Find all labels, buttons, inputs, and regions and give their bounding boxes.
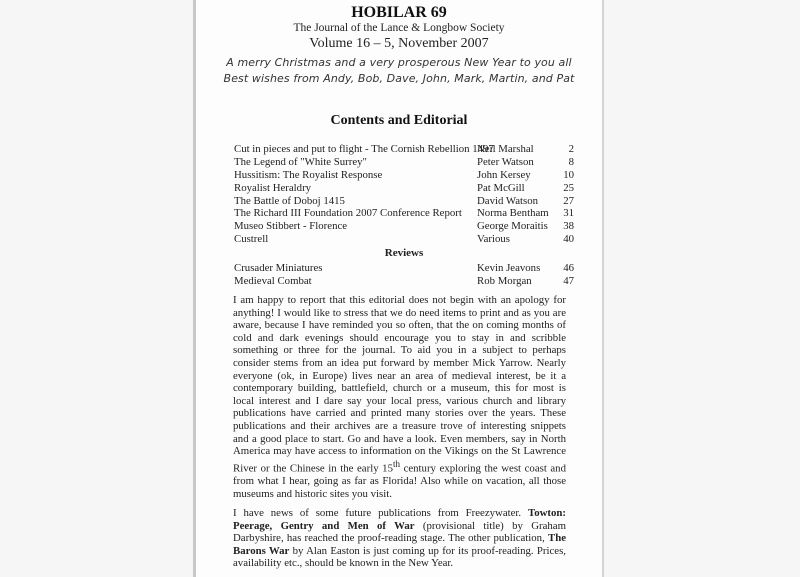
contents-row	[234, 220, 574, 233]
journal-page	[196, 0, 602, 577]
editorial-text: I am happy to report that this editorial does not begin with an apology for anything! I would like to stress that we do need items to print and as you are aware, because I have reminded you so often, that the on coming months of cold and dark evenings should encourage you to stay in and scribble something or three for the journal. To aid you in a subject to perhaps consider stems from an idea put forward by member Mick Yarrow. Nearly everyone (ok, in Europe) lives near an area of medieval interest, be it a contemporary building, battlefield, church or a museum, this for most is local interest and I dare say your local press, various church and library publications have carried and printed many stories over the years. These publications and their archives are a treasure trove of interesting snippets and a good place to start. Go and have a look. Even members, say in North America may have access to information on the Vikings on the St Lawrence River or the Chinese in the early 15	[233, 294, 566, 475]
volume-line: Volume 16 – 5, November 2007	[309, 36, 489, 51]
publication-title: Towton: Peerage, Gentry and Men of War	[233, 507, 566, 532]
editorial-paragraph-2	[233, 507, 566, 570]
article-author: George Moraitis	[477, 220, 548, 233]
contents-row	[234, 195, 574, 208]
review-author: Rob Morgan	[477, 275, 532, 288]
article-page: 2	[568, 143, 574, 155]
review-author: Kevin Jeavons	[477, 262, 541, 275]
article-page: 40	[563, 233, 574, 246]
article-title: The Richard III Foundation 2007 Conference Report	[234, 207, 462, 220]
editorial-body	[233, 294, 566, 577]
article-title: The Battle of Doboj 1415	[234, 194, 345, 207]
review-row	[234, 262, 574, 275]
review-page: 47	[563, 275, 574, 288]
article-author: John Kersey	[477, 168, 531, 181]
section-title: Contents and Editorial	[330, 113, 468, 128]
reviews-heading: Reviews	[384, 247, 424, 260]
contents-row	[234, 169, 574, 182]
article-title: Custrell	[234, 233, 269, 246]
review-row	[234, 275, 574, 288]
review-title: Crusader Miniatures	[234, 262, 323, 275]
article-author: Various	[477, 233, 510, 246]
article-page: 8	[568, 155, 574, 168]
article-author: David Watson	[477, 194, 539, 207]
editorial-text: century exploring the west coast and from what I hear, going as far as Florida! Also while on vacation, all those museums and historic sites you visit.	[233, 462, 566, 500]
article-author: Neil Marshal	[477, 143, 534, 155]
journal-subtitle: The Journal of the Lance & Longbow Society	[293, 22, 505, 34]
review-page: 46	[563, 262, 574, 275]
review-title: Medieval Combat	[234, 275, 312, 288]
article-title: Royalist Heraldry	[234, 181, 312, 194]
contents-row	[234, 156, 574, 169]
editorial-text: by Alan Easton is just coming up for its proof-reading. Prices, availability etc., should be known in the New Year.	[233, 544, 566, 570]
article-page: 31	[563, 207, 574, 220]
page-fold-right	[602, 0, 604, 577]
article-author: Norma Bentham	[477, 207, 549, 220]
article-title: Museo Stibbert - Florence	[234, 220, 348, 233]
article-title: Cut in pieces and put to flight - The Cornish Rebellion 1497	[234, 143, 494, 155]
article-author: Peter Watson	[477, 155, 534, 168]
article-page: 38	[563, 220, 574, 233]
publication-title: The Barons War	[233, 532, 566, 557]
editorial-paragraph-1	[233, 294, 566, 500]
article-title: The Legend of "White Surrey"	[234, 155, 367, 168]
article-page: 27	[563, 194, 574, 207]
masthead: HOBILAR 69	[351, 4, 447, 21]
contents-row	[234, 143, 574, 156]
article-author: Pat McGill	[477, 181, 525, 194]
greeting-line-2: Best wishes from Andy, Bob, Dave, John, Mark, Martin, and Pat	[223, 72, 575, 85]
contents-table	[234, 143, 574, 288]
contents-row	[234, 207, 574, 220]
contents-row	[234, 233, 574, 246]
article-title: Hussitism: The Royalist Response	[234, 168, 383, 181]
editorial-text: (provisional title) by Graham Darbyshire, has reached the proof-reading stage. The other publication,	[233, 519, 566, 545]
ordinal-suffix: th	[392, 458, 400, 469]
contents-row	[234, 182, 574, 195]
editorial-text: I have news of some future publications from Freezywater.	[233, 507, 528, 520]
article-page: 25	[563, 181, 574, 194]
greeting-line-1: A merry Christmas and a very prosperous New Year to you all	[226, 56, 572, 69]
article-page: 10	[563, 168, 574, 181]
